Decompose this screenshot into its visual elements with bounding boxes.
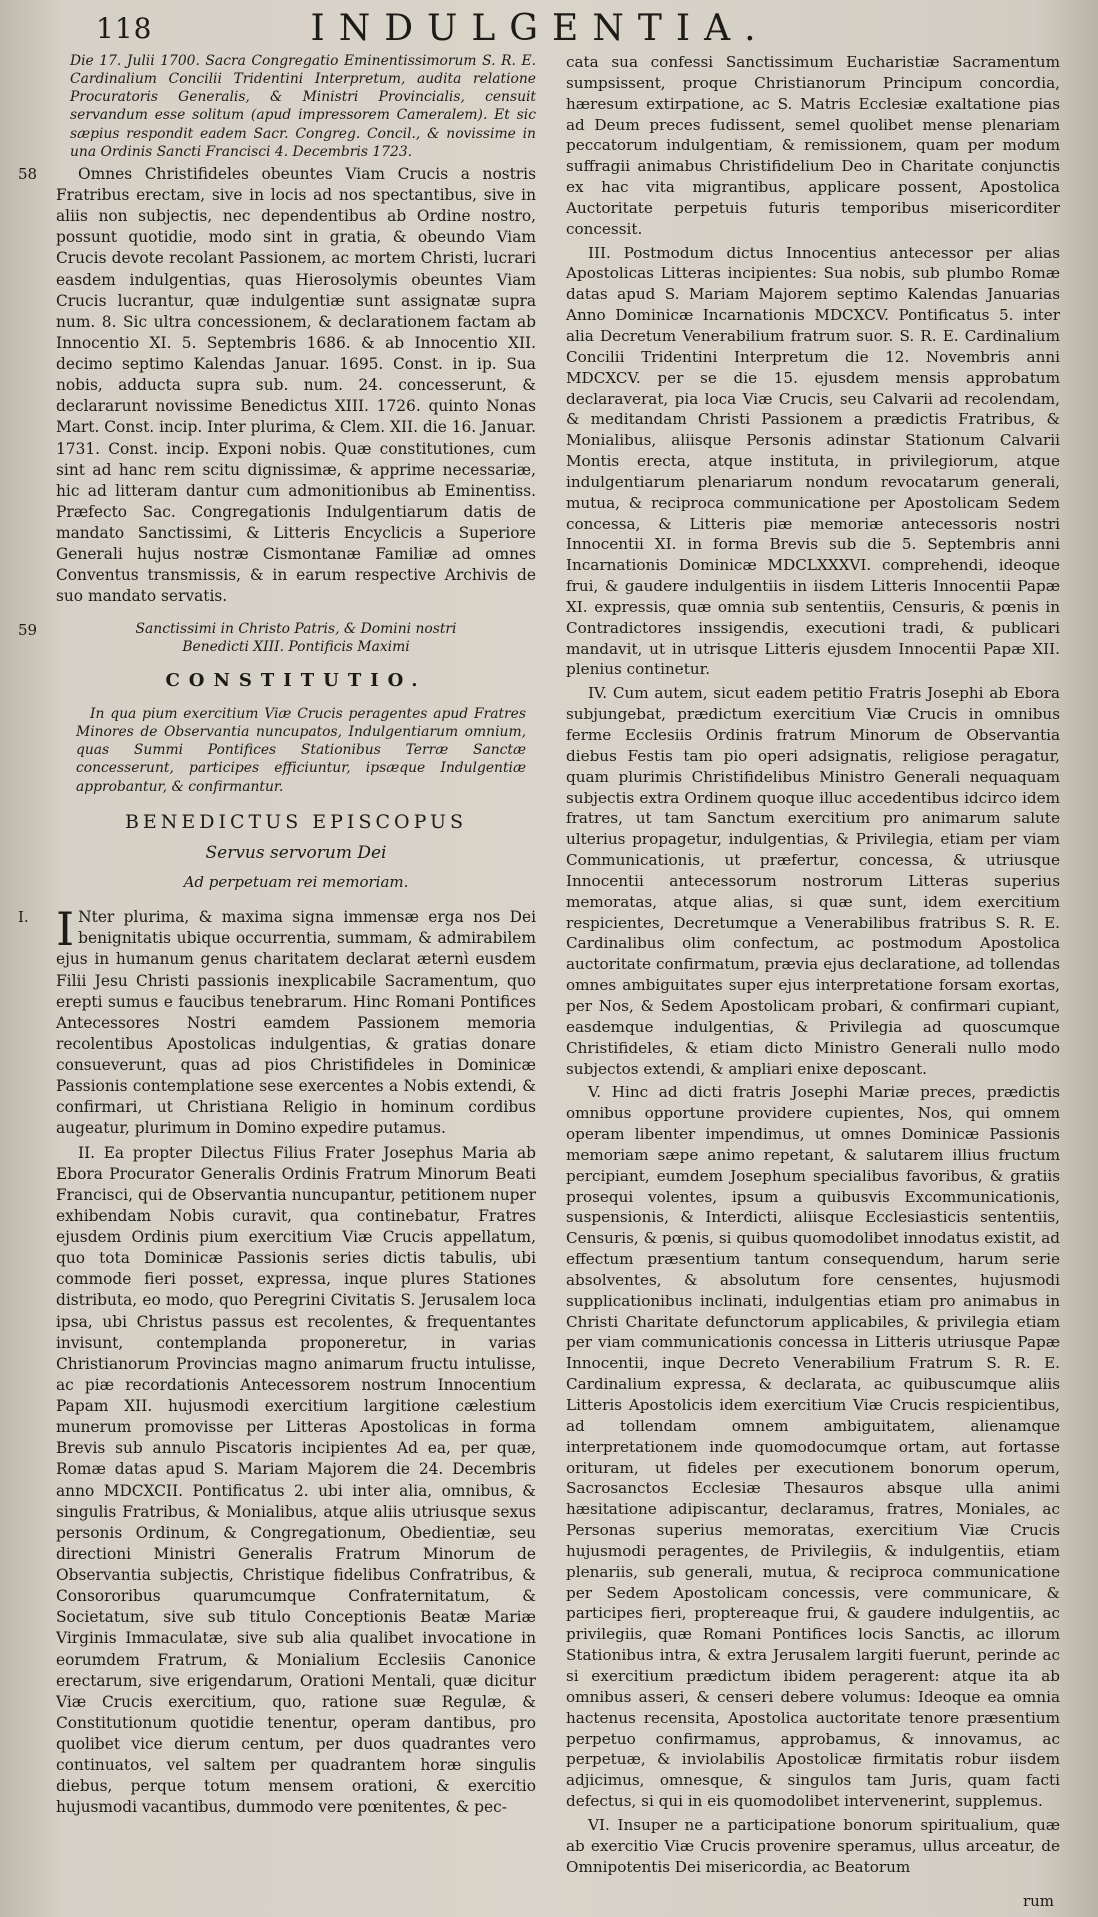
left-column (18, 52, 536, 1822)
paragraph-I (18, 902, 536, 1139)
constitutio-heading: CONSTITUTIO. (165, 669, 427, 691)
running-title: INDULGENTIA. (310, 8, 770, 49)
paragraph-VI: VI. Insuper ne a participatione bonorum spiritualium, quæ ab exercitio Viæ Crucis provenire speramus, ullus arceatur, de Omnipotentis Dei misericordia, ac Beatorum (566, 1815, 1060, 1876)
paragraph-II: II. Ea propter Dilectus Filius Frater Josephus Maria ab Ebora Procurator Generalis Ordinis Fratrum Minorum Beati Francisci, qui de Observantia nuncupantur, petitionem nuper exhibendam Nobis curavit, qua continebatur, Fratres ejusdem Ordinis pium exercitium Viæ Crucis appellatum, quo tota Dominicæ Passionis series dictis tabulis, ubi commode fieri posset, expressa, inque plures Stationes distributa, eo modo, quo Peregrini Civitatis S. Jerusalem loca ipsa, ubi Christus passus est recolentes, & frequentantes invisunt, contemplanda proponeretur, in varias Christianorum Provincias magno animarum fructu intulisse, ac piæ recordationis Antecessorem nostrum Innocentium Papam XII. hujusmodi exercitium largitione cælestium munerum promovisse per Litteras Apostolicas in forma Brevis sub annulo Piscatoris incipientes Ad ea, per quæ, Romæ datas apud S. Mariam Majorem die 24. Decembris anno MDCXCII. Pontificatus 2. ubi inter alia, omnibus, & singulis Fratribus, & Monialibus, atque aliis utriusque sexus personis Ordinum, & Congregationum, Obedientiæ, seu directioni Ministri Generalis Fratrum Minorum de Observantia subjectis, Christique fidelibus Confratribus, & Consororibus quarumcumque Confraternitatum, & Societatum, sive sub titulo Conceptionis Beatæ Mariæ Virginis Immaculatæ, sive sub alia qualibet invocatione in eorumdem Fratrum, & Monialium Ecclesiis Canonice erectarum, sive erigendarum, Orationi Mentali, quæ dicitur Viæ Crucis exercitium, quo, ratione suæ Regulæ, & Constitutionum quotidie tenentur, operam dantibus, pro quolibet vice dierum centum, per duos quadrantes vero continuatos, vel saltem per quadrantem horæ singulis diebus, perque totum mensem orationi, & exercitio hujusmodi vacantibus, dummodo vere pœnitentes, & pec- (56, 1143, 536, 1817)
paragraph-I-text (56, 902, 536, 1139)
paragraph-58 (18, 164, 536, 608)
catchword: rum (1022, 1892, 1054, 1910)
margin-number-59: 59 (18, 620, 38, 639)
paragraph-IV: IV. Cum autem, sicut eadem petitio Fratris Josephi ab Ebora subjungebat, prædictum exercitium Viæ Crucis in omnibus ferme Ecclesiis Ordinis fratrum Minorum de Observantia diebus Festis tam pio operi adsignatis, religiose peragatur, quam plurimis Christifidelibus Ministro Generali nequaquam subjectis extra Ordinem quoque illuc accedentibus idcirco idem fratres, ut tam Sanctum exercitium pro animarum salute ulterius propagetur, indulgentias, & Privilegia, etiam per viam Communicationis, ut præfertur, concessa, & utriusque Innocentii antecessorum nostrorum Litteras superius memoratas, atque alias, si quæ sunt, idem exercitium respicientes, Decretumque a Venerabilibus fratribus S. R. E. Cardinalibus olim confectum, ac postmodum Apostolica auctoritate confirmatum, prævia ejus declaratione, ad tollendas omnes ambiguitates super ejus interpretatione forsam exortas, per Nos, & Sedem Apostolicam probari, & confirmari cupiant, easdemque indulgentias, & Privilegia ad quoscumque Christifideles, & etiam dicto Ministro Generali nullo modo subjectos extendi, & ampliari enixe deposcant. (566, 684, 1060, 1078)
page-header (40, 8, 1040, 52)
drop-cap: I (56, 902, 75, 957)
margin-number-58: 58 (18, 164, 38, 183)
benedictus-heading: BENEDICTUS EPISCOPUS (124, 810, 468, 833)
right-column (566, 52, 1060, 1880)
paragraph-III: III. Postmodum dictus Innocentius antecessor per alias Apostolicas Litteras incipientes: Sua nobis, sub plumbo Romæ datas apud S. Mariam Majorem septimo Kalendas Januarias Anno Dominicæ Incarnationis MDCXCV. Pontificatus 5. inter alia Decretum Venerabilium fratrum suor. S. R. E. Cardinalium Concilii Tridentini Interpretum die 12. Novembris anni MDCXCV. per se die 15. ejusdem mensis approbatum declaraverat, pia loca Viæ Crucis, seu Calvarii ad recolendam, & meditandam Christi Passionem a prædictis Fratribus, & Monialibus, aliisque Personis adinstar Stationum Calvarii Montis erecta, atque instituta, in privilegiorum, atque indulgentiarum plenariarum nondum revocatarum generali, mutua, & reciproca communicatione per Apostolicam Sedem concessa, & Litteris piæ memoriæ antecessoris nostri Innocentii XI. in forma Brevis sub die 5. Septembris anni Incarnationis Dominicæ MDCLXXXVI. comprehendi, ideoque frui, & gaudere indulgentiis in iisdem Litteris Innocentii Papæ XI. expressis, quæ omnia sub sententiis, Censuris, & pœnis in Contradictores inssigendis, executioni tradi, & publicari mandavit, ut in utrisque Litteris ejusdem Innocentii Papæ XII. plenius continetur. (566, 243, 1060, 679)
page-number: 118 (96, 12, 153, 45)
section-59 (18, 620, 536, 656)
paragraph-I-body: Nter plurima, & maxima signa immensæ erga nos Dei benignitatis ubique occurrentia, summam, & admirabilem ejus in humanum genus charitatem declarat æternì eusdem Filii Jesu Christi passionis inexplicabile Sacramentum, quo erepti sumus e faucibus tenebrarum. Hinc Romani Pontifices Antecessores Nostri eamdem Passionem memoria recolentibus Apostolicas indulgentias, & gratias donare consueverunt, quas ad pios Christifideles in Dominicæ Passionis contemplatione sese exercentes a Nobis extendi, & confirmari, ut Christiana Religio in hominum cordibus augeatur, plurimum in Domino expedire putamus. (56, 908, 536, 1138)
section-59-title: Sanctissimi in Christo Patris, & Domini nostri Benedicti XIII. Pontificis Maximi (135, 620, 457, 655)
servus-servorum: Servus servorum Dei (205, 842, 387, 863)
paragraph-continued: cata sua confessi Sanctissimum Eucharistiæ Sacramentum sumpsissent, proque Christianorum Principum concordia, hæresum extirpatione, ac S. Matris Ecclesiæ exaltatione pias ad Deum preces fudissent, semel quolibet mense plenariam peccatorum indulgentiam, & remissionem, quam per modum suffragii animabus Christifidelium Deo in Charitate conjunctis ex hac vita migrantibus, applicare possent, Apostolica Auctoritate perpetuis futuris temporibus misericorditer concessit. (566, 53, 1060, 238)
note-decree-1700: Die 17. Julii 1700. Sacra Congregatio Eminentissimorum S. R. E. Cardinalium Concilii Tridentini Interpretum, audita relatione Procuratoris Generalis, & Ministri Provincialis, censuit servandum esse solitum (apud impressorem Cameralem). Et sic sæpius respondit eadem Sacr. Congreg. Concil., & novissime in una Ordinis Sancti Francisci 4. Decembris 1723. (70, 53, 536, 160)
ad-perpetuam: Ad perpetuam rei memoriam. (183, 873, 409, 892)
paragraph-58-text: Omnes Christifideles obeuntes Viam Crucis a nostris Fratribus erectam, sive in locis ad nos spectantibus, sive in aliis non subjectis, nec dependentibus ab Ordine nostro, possunt quotidie, modo sint in gratia, & obeundo Viam Crucis devote recolant Passionem, ac mortem Christi, lucrari easdem indulgentias, quas Hierosolymis obeuntes Viam Crucis lucrantur, quæ indulgentiæ sunt assignatæ supra num. 8. Sic ultra concessionem, & declarationem factam ab Innocentio XI. 5. Septembris 1686. & ab Innocentio XII. decimo septimo Kalendas Januar. 1695. Const. in ip. Sua nobis, adducta supra sub. num. 24. concesserunt, & declararunt novissime Benedictus XIII. 1726. quinto Nonas Mart. Const. incip. Inter plurima, & Clem. XII. die 16. Januar. 1731. Const. incip. Exponi nobis. Quæ constitutiones, cum sint ad hanc rem scitu dignissimæ, & apprime necessariæ, hic ad litteram dantur cum admonitionibus ab Eminentiss. Præfecto Sac. Congregationis Indulgentiarum datis de mandato Sanctissimi, & Litteris Encyclicis a Superiore Generali hujus nostræ Cismontanæ Familiæ ad omnes Conventus transmissis, & in earum respective Archivis de suo mandato servatis. (56, 164, 536, 606)
margin-number-I: I. (18, 908, 29, 927)
paragraph-V: V. Hinc ad dicti fratris Josephi Mariæ preces, prædictis omnibus opportune providere cupientes, Nos, qui omnem operam libenter impendimus, ut omnes Dominicæ Passionis memoriam sæpe animo repetant, & salutarem illius fructum percipiant, eumdem Josephum specialibus favoribus, & gratiis prosequi volentes, ipsum a quibusvis Excommunicationis, suspensionis, & Interdicti, aliisque Ecclesiasticis sententiis, Censuris, & pœnis, si quibus quomodolibet innodatus existit, ad effectum præsentium tantum consequendum, harum serie absolventes, & absolutum fore censentes, hujusmodi supplicationibus inclinati, indulgentias etiam pro animabus in Christi Charitate defunctorum applicabiles, & privilegia etiam per viam communicationis concessa in Litteris utriusque Papæ Innocentii, inque Decreto Venerabilium Fratrum S. R. E. Cardinalium expressa, & declarata, ac quibuscumque aliis Litteris Apostolicis idem exercitium Viæ Crucis respicientibus, ad tollendam omnem ambiguitatem, alienamque interpretationem inde quomodocumque ortam, aut fortasse orituram, ut fideles per executionem bonorum operum, Sacrosanctos Ecclesiæ Thesauros absque ulla animi hæsitatione adipiscantur, declaramus, fratres, Moniales, ac Personas superius memoratas, exercitium Viæ Crucis hujusmodi peragentes, de Privilegiis, & indulgentiis, etiam plenariis, sub generali, mutua, & reciproca communicatione per Sedem Apostolicam concessis, vere communicare, & participes fieri, proptereaque frui, & gaudere indulgentiis, ac privilegiis, quæ Romani Pontifices locis Sanctis, ac illorum Stationibus intra, & extra Jerusalem largiti fuerunt, perinde ac si exercitium prædictum ibidem peragerent: atque ita ab omnibus asseri, & censeri debere volumus: Ideoque ea omnia hactenus recensita, Apostolica auctoritate tenore præsentium perpetuo confirmamus, approbamus, & innovamus, ac perpetuæ, & inviolabilis Apostolicæ firmitatis robur iisdem adjicimus, omnesque, & singulos tam Juris, quam facti defectus, si qui in eis quomodolibet intervenerint, supplemus. (566, 1083, 1060, 1811)
constitutio-summary: In qua pium exercitium Viæ Crucis peragentes apud Fratres Minores de Observantia nuncupatos, Indulgentiarum omnium, quas Summi Pontifices Stationibus Terræ Sanctæ concesserunt, participes efficiuntur, ipsæque Indulgentiæ approbantur, & confirmantur. (76, 706, 526, 795)
